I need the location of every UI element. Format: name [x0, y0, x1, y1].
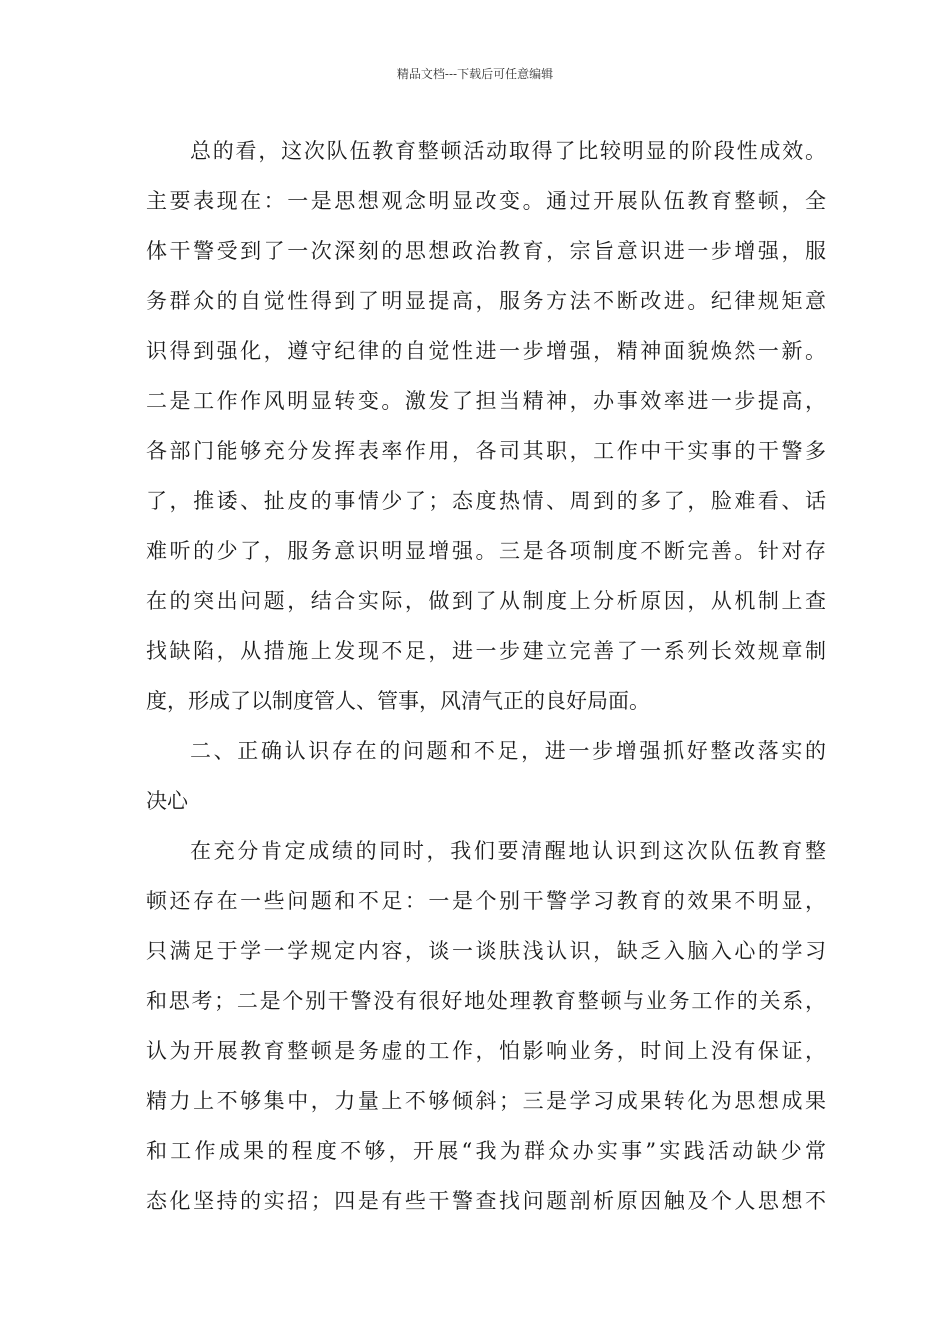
- text-line: 只满足于学一学规定内容，谈一谈肤浅认识，缺乏入脑入心的学习: [146, 939, 826, 963]
- text-line: 难听的少了，服务意识明显增强。三是各项制度不断完善。针对存: [146, 539, 826, 563]
- section-heading: 二、正确认识存在的问题和不足，进一步增强抓好整改落实的: [190, 739, 826, 763]
- text-line: 度，形成了以制度管人、管事，风清气正的良好局面。: [146, 689, 650, 713]
- text-line: 在的突出问题，结合实际，做到了从制度上分析原因，从机制上查: [146, 589, 826, 613]
- text-line: 和工作成果的程度不够，开展“我为群众办实事”实践活动缺少常: [146, 1139, 826, 1163]
- text-line: 各部门能够充分发挥表率作用，各司其职，工作中干实事的干警多: [146, 439, 826, 463]
- text-line: 识得到强化，遵守纪律的自觉性进一步增强，精神面貌焕然一新。: [146, 339, 826, 363]
- text-line: 顿还存在一些问题和不足：一是个别干警学习教育的效果不明显，: [146, 889, 826, 913]
- text-line: 和思考；二是个别干警没有很好地处理教育整顿与业务工作的关系，: [146, 989, 826, 1013]
- page-header: 精品文档---下载后可任意编辑: [396, 67, 554, 81]
- text-line: 体干警受到了一次深刻的思想政治教育，宗旨意识进一步增强，服: [146, 239, 826, 263]
- text-line: 总的看，这次队伍教育整顿活动取得了比较明显的阶段性成效。: [190, 139, 826, 163]
- text-line: 二是工作作风明显转变。激发了担当精神，办事效率进一步提高，: [146, 389, 826, 413]
- text-line: 认为开展教育整顿是务虚的工作，怕影响业务，时间上没有保证，: [146, 1039, 826, 1063]
- text-line: 精力上不够集中，力量上不够倾斜；三是学习成果转化为思想成果: [146, 1089, 826, 1113]
- text-line: 找缺陷，从措施上发现不足，进一步建立完善了一系列长效规章制: [146, 639, 826, 663]
- text-line: 了，推诿、扯皮的事情少了；态度热情、周到的多了，脸难看、话: [146, 489, 826, 513]
- text-line: 态化坚持的实招；四是有些干警查找问题剖析原因触及个人思想不: [146, 1189, 826, 1213]
- document-body: [146, 126, 826, 1226]
- text-line: 在充分肯定成绩的同时，我们要清醒地认识到这次队伍教育整: [190, 839, 826, 863]
- section-heading-cont: 决心: [146, 789, 188, 813]
- text-line: 主要表现在：一是思想观念明显改变。通过开展队伍教育整顿，全: [146, 189, 826, 213]
- text-line: 务群众的自觉性得到了明显提高，服务方法不断改进。纪律规矩意: [146, 289, 826, 313]
